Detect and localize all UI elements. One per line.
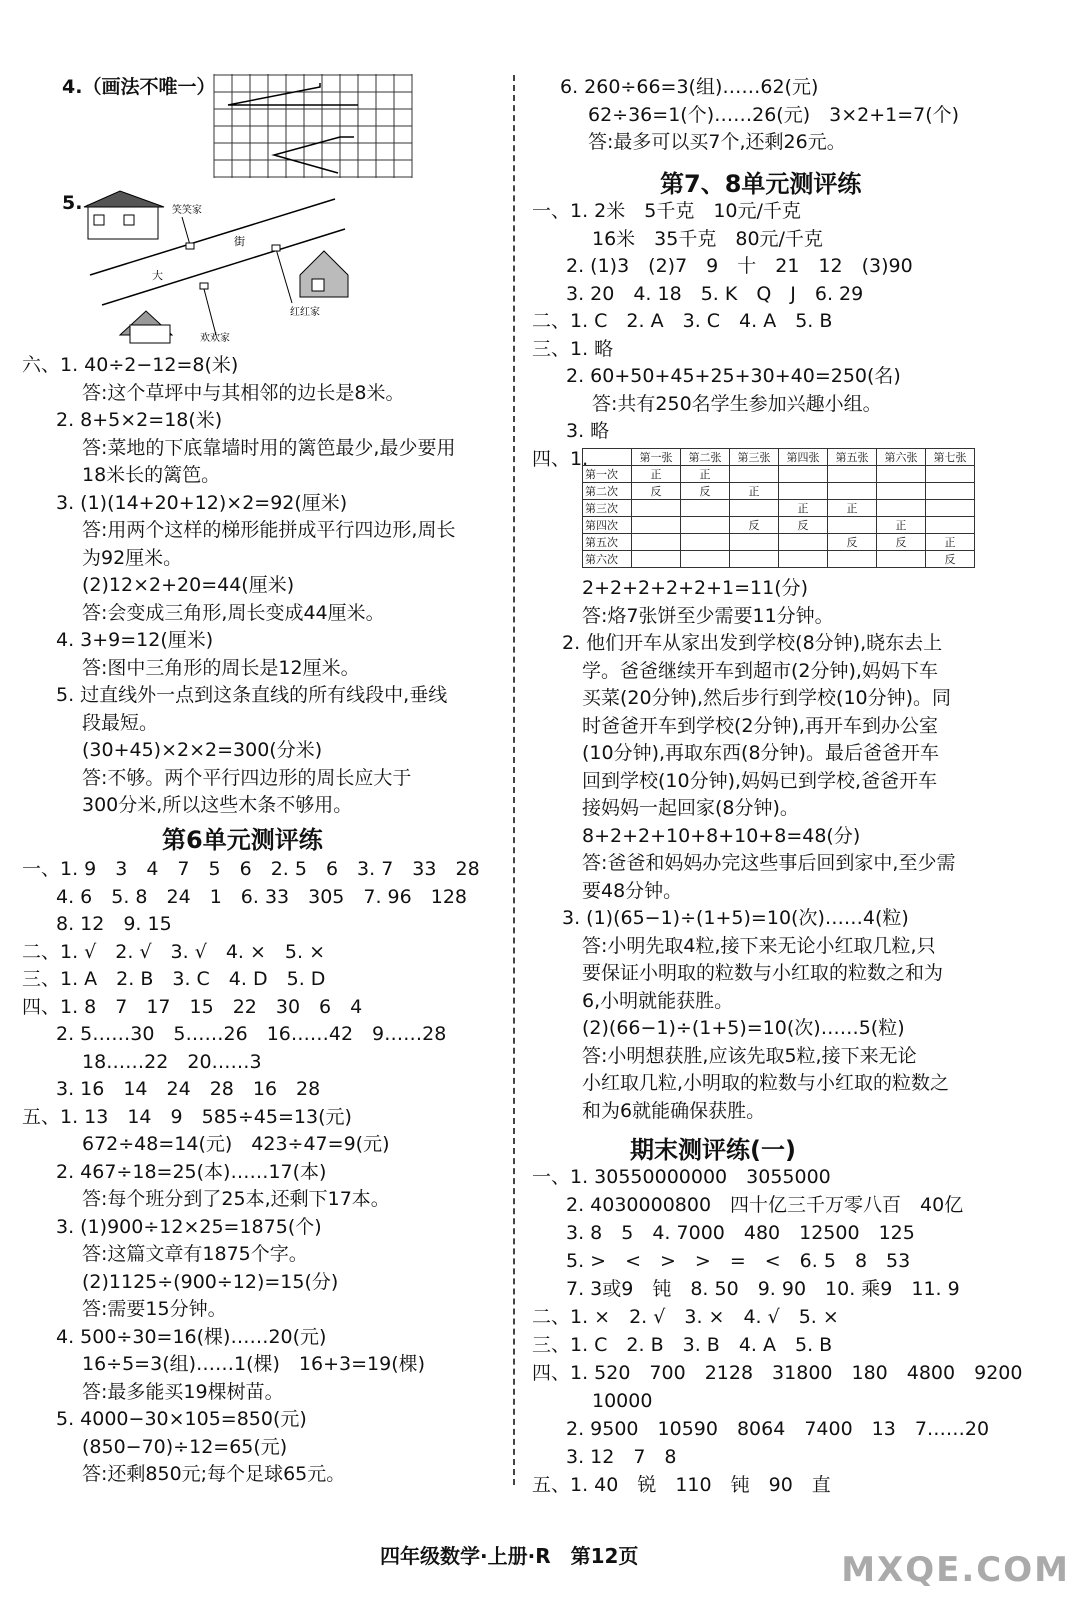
- after-table-line: 答:爸爸和妈妈办完这些事后回到家中,至少需: [582, 852, 956, 874]
- left-line: (30+45)×2×2=300(分米): [82, 739, 323, 761]
- after-table-line: 答:小明想获胜,应该先取5粒,接下来无论: [582, 1044, 917, 1067]
- right-top-line: 6. 260÷66=3(组)……62(元): [560, 76, 819, 98]
- table-header: 第五张: [828, 449, 877, 466]
- label-huanhuan: 欢欢家: [200, 333, 230, 344]
- unit6-line: 4. 6 5. 8 24 1 6. 33 305 7. 96 128: [56, 885, 467, 908]
- unit78-title: 第7、8单元测评练: [660, 170, 862, 198]
- left-line: 为92厘米。: [82, 546, 183, 569]
- after-table-line: 答:烙7张饼至少需要11分钟。: [582, 604, 834, 627]
- after-table-line: 和为6就能确保获胜。: [582, 1099, 766, 1122]
- page-footer: 四年级数学·上册·R 第12页: [380, 1544, 639, 1568]
- left-line: 答:这个草坪中与其相邻的边长是8米。: [82, 381, 405, 404]
- after-table-line: 接妈妈一起回家(8分钟)。: [582, 797, 799, 819]
- label-honghong: 红红家: [290, 307, 320, 318]
- after-table-line: 2. 他们开车从家出发到学校(8分钟),晓东去上: [562, 632, 943, 654]
- unit6-line: (850−70)÷12=65(元): [82, 1435, 288, 1458]
- table-cell: [730, 534, 779, 551]
- table-cell: [681, 534, 730, 551]
- q4-label: 4.（画法不唯一）: [62, 76, 216, 98]
- unit6-line: (2)1125÷(900÷12)=15(分): [82, 1270, 339, 1293]
- map-figure: [80, 185, 400, 345]
- right-top-line: 答:最多可以买7个,还剩26元。: [588, 131, 846, 153]
- left-line: 18米长的篱笆。: [82, 464, 221, 486]
- unit78-line: 3. 略: [566, 420, 610, 442]
- table-cell: 第五次: [583, 534, 632, 551]
- table-cell: [632, 500, 681, 517]
- table-header: [583, 449, 632, 466]
- unit78-line: 一、1. 2米 5千克 10元/千克: [532, 200, 801, 222]
- unit6-line: 四、1. 8 7 17 15 22 30 6 4: [22, 995, 363, 1018]
- table-cell: [681, 517, 730, 534]
- table-cell: [828, 466, 877, 483]
- final-line: 10000: [592, 1390, 653, 1412]
- table-row: [583, 483, 975, 500]
- left-line: 答:用两个这样的梯形能拼成平行四边形,周长: [82, 519, 456, 541]
- table-cell: [779, 483, 828, 500]
- final-line: 一、1. 30550000000 3055000: [532, 1166, 831, 1188]
- table-cell: [681, 500, 730, 517]
- table-cell: 反: [877, 534, 926, 551]
- table-cell: [828, 517, 877, 534]
- after-table-line: (2)(66−1)÷(1+5)=10(次)……5(粒): [582, 1017, 905, 1039]
- table-header: 第二张: [681, 449, 730, 466]
- final-line: 三、1. C 2. B 3. B 4. A 5. B: [532, 1334, 833, 1356]
- table-header: 第七张: [926, 449, 975, 466]
- pancake-table: [582, 448, 975, 568]
- left-line: 300分米,所以这些木条不够用。: [82, 794, 353, 816]
- left-line: 答:菜地的下底靠墙时用的篱笆最少,最少要用: [82, 436, 456, 459]
- table-cell: 反: [926, 551, 975, 568]
- table-cell: [877, 551, 926, 568]
- unit6-line: 2. 5……30 5……26 16……42 9……28: [56, 1023, 447, 1045]
- after-table-line: 小红取几粒,小明取的粒数与小红取的粒数之: [582, 1072, 950, 1094]
- left-line: 答:图中三角形的周长是12厘米。: [82, 656, 360, 679]
- final-title: 期末测评练(一): [630, 1136, 796, 1164]
- left-line: 段最短。: [82, 711, 159, 734]
- unit6-line: 一、1. 9 3 4 7 5 6 2. 5 6 3. 7 33 28: [22, 858, 480, 880]
- after-table-line: 要保证小明取的粒数与小红取的粒数之和为: [582, 962, 944, 984]
- final-line: 2. 9500 10590 8064 7400 13 7……20: [566, 1418, 990, 1440]
- table-cell: 正: [779, 500, 828, 517]
- unit6-line: 3. (1)900÷12×25=1875(个): [56, 1215, 322, 1238]
- after-table-line: 3. (1)(65−1)÷(1+5)=10(次)……4(粒): [562, 907, 909, 929]
- table-cell: [730, 551, 779, 568]
- unit6-line: 二、1. √ 2. √ 3. √ 4. × 5. ×: [22, 940, 325, 963]
- grid-figure: [212, 74, 512, 180]
- table-cell: 第二次: [583, 483, 632, 500]
- unit78-line: 二、1. C 2. A 3. C 4. A 5. B: [532, 310, 833, 332]
- table-cell: [632, 517, 681, 534]
- unit6-line: 答:最多能买19棵树苗。: [82, 1380, 284, 1403]
- table-cell: [632, 551, 681, 568]
- unit6-line: 8. 12 9. 15: [56, 913, 172, 935]
- table-row: [583, 551, 975, 568]
- table-row: [583, 534, 975, 551]
- table-cell: 反: [681, 483, 730, 500]
- unit6-line: 答:每个班分到了25本,还剩下17本。: [82, 1188, 390, 1210]
- table-cell: [926, 466, 975, 483]
- unit6-line: 答:这篇文章有1875个字。: [82, 1243, 308, 1265]
- table-cell: 正: [926, 534, 975, 551]
- table-cell: [779, 551, 828, 568]
- unit78-line: 答:共有250名学生参加兴趣小组。: [592, 392, 882, 415]
- after-table-line: 要48分钟。: [582, 879, 683, 902]
- table-cell: 正: [730, 483, 779, 500]
- unit6-line: 5. 4000−30×105=850(元): [56, 1408, 307, 1430]
- table-cell: 反: [779, 517, 828, 534]
- final-line: 四、1. 520 700 2128 31800 180 4800 9200: [532, 1362, 1023, 1384]
- final-line: 2. 4030000800 四十亿三千万零八百 40亿: [566, 1194, 964, 1216]
- label-jie: 街: [234, 235, 245, 248]
- table-cell: 反: [730, 517, 779, 534]
- after-table-line: 学。爸爸继续开车到超市(2分钟),妈妈下车: [582, 659, 938, 682]
- left-line: (2)12×2+20=44(厘米): [82, 574, 295, 596]
- unit78-line: 3. 20 4. 18 5. K Q J 6. 29: [566, 282, 864, 305]
- unit6-line: 三、1. A 2. B 3. C 4. D 5. D: [22, 968, 326, 990]
- table-header: 第六张: [877, 449, 926, 466]
- table-cell: 第一次: [583, 466, 632, 483]
- unit6-line: 4. 500÷30=16(棵)……20(元): [56, 1325, 327, 1348]
- unit6-line: 五、1. 13 14 9 585÷45=13(元): [22, 1105, 352, 1128]
- table-cell: 正: [632, 466, 681, 483]
- table-cell: 正: [681, 466, 730, 483]
- table-cell: 第三次: [583, 500, 632, 517]
- label-da: 大: [152, 269, 163, 282]
- table-cell: [926, 500, 975, 517]
- final-line: 五、1. 40 锐 110 钝 90 直: [532, 1474, 831, 1496]
- left-line: 3. (1)(14+20+12)×2=92(厘米): [56, 491, 348, 514]
- table-cell: [828, 551, 877, 568]
- table-cell: 反: [632, 483, 681, 500]
- table-cell: [730, 466, 779, 483]
- after-table-line: 6,小明就能获胜。: [582, 989, 734, 1012]
- table-cell: [877, 500, 926, 517]
- unit78-line: 16米 35千克 80元/千克: [592, 227, 823, 250]
- left-line: 2. 8+5×2=18(米): [56, 409, 223, 431]
- unit6-line: 16÷5=3(组)……1(棵) 16+3=19(棵): [82, 1353, 426, 1375]
- final-line: 二、1. × 2. √ 3. × 4. √ 5. ×: [532, 1306, 839, 1328]
- after-table-line: 时爸爸开车到学校(2分钟),再开车到办公室: [582, 714, 938, 737]
- final-line: 3. 12 7 8: [566, 1446, 677, 1468]
- unit6-title: 第6单元测评练: [162, 826, 323, 854]
- table-cell: [779, 466, 828, 483]
- column-divider: [513, 75, 515, 1485]
- final-line: 7. 3或9 钝 8. 50 9. 90 10. 乘9 11. 9: [566, 1278, 960, 1300]
- table-cell: [730, 500, 779, 517]
- table-header: 第四张: [779, 449, 828, 466]
- after-table-line: 买菜(20分钟),然后步行到学校(10分钟)。同: [582, 687, 952, 709]
- table-cell: 正: [877, 517, 926, 534]
- table-row: [583, 466, 975, 483]
- unit6-line: 3. 16 14 24 28 16 28: [56, 1078, 321, 1100]
- left-line: 4. 3+9=12(厘米): [56, 629, 214, 651]
- watermark: MXQE.COM: [841, 1550, 1070, 1590]
- label-xiaoxiao: 笑笑家: [172, 205, 202, 216]
- after-table-line: (10分钟),再取东西(8分钟)。最后爸爸开车: [582, 742, 939, 764]
- table-cell: [926, 483, 975, 500]
- table-cell: 正: [828, 500, 877, 517]
- unit78-line: 三、1. 略: [532, 337, 614, 360]
- table-cell: 第四次: [583, 517, 632, 534]
- table-header: 第一张: [632, 449, 681, 466]
- right-top-line: 62÷36=1(个)……26(元) 3×2+1=7(个): [588, 103, 960, 126]
- unit6-line: 答:还剩850元;每个足球65元。: [82, 1463, 346, 1485]
- table-cell: 第六次: [583, 551, 632, 568]
- table-cell: [632, 534, 681, 551]
- table-cell: [828, 483, 877, 500]
- table-cell: 反: [828, 534, 877, 551]
- left-line: 答:会变成三角形,周长变成44厘米。: [82, 601, 385, 624]
- final-line: 5. > < > > = < 6. 5 8 53: [566, 1250, 911, 1272]
- table-cell: [779, 534, 828, 551]
- zigzag-upper: [228, 83, 358, 105]
- left-line: 5. 过直线外一点到这条直线的所有线段中,垂线: [56, 684, 448, 706]
- table-row: [583, 517, 975, 534]
- unit78-line: 2. 60+50+45+25+30+40=250(名): [566, 365, 901, 387]
- unit6-line: 672÷48=14(元) 423÷47=9(元): [82, 1133, 390, 1155]
- table-cell: [877, 483, 926, 500]
- after-table-line: 回到学校(10分钟),妈妈已到学校,爸爸开车: [582, 769, 938, 792]
- after-table-line: 2+2+2+2+2+1=11(分): [582, 577, 809, 599]
- unit6-line: 2. 467÷18=25(本)……17(本): [56, 1160, 327, 1183]
- final-line: 3. 8 5 4. 7000 480 12500 125: [566, 1222, 915, 1244]
- unit78-line: 2. (1)3 (2)7 9 十 21 12 (3)90: [566, 255, 913, 277]
- table-header: 第三张: [730, 449, 779, 466]
- left-line: 六、1. 40÷2−12=8(米): [22, 354, 239, 376]
- table-row: [583, 500, 975, 517]
- table-cell: [926, 517, 975, 534]
- unit78-line: 四、1.: [532, 447, 589, 470]
- unit6-line: 答:需要15分钟。: [82, 1298, 227, 1320]
- q5-label: 5.: [62, 192, 83, 214]
- unit6-line: 18……22 20……3: [82, 1050, 262, 1073]
- table-cell: [877, 466, 926, 483]
- after-table-line: 8+2+2+10+8+10+8=48(分): [582, 824, 861, 847]
- left-line: 答:不够。两个平行四边形的周长应大于: [82, 766, 412, 789]
- after-table-line: 答:小明先取4粒,接下来无论小红取几粒,只: [582, 934, 936, 957]
- table-cell: [681, 551, 730, 568]
